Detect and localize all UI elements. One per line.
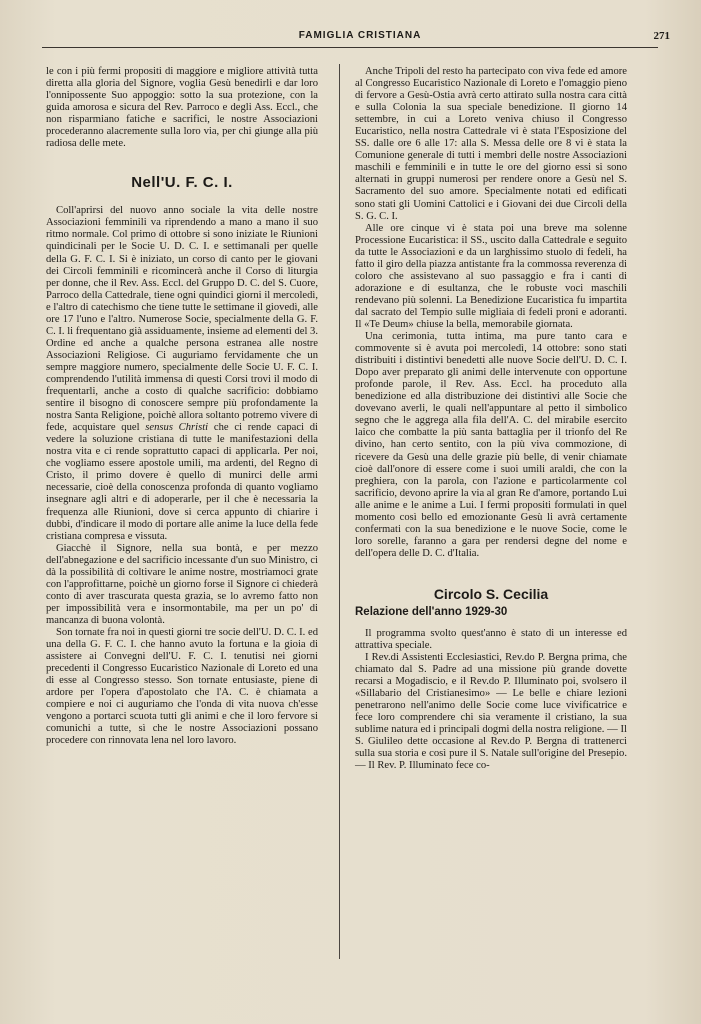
- latin-phrase: sensus Christi: [145, 422, 209, 434]
- running-head: FAMIGLIA CRISTIANA: [298, 30, 422, 41]
- left-paragraph-1: le con i più fermi propositi di maggiore e migliore attività tutta diretta alla gloria del Signore, voglia Gesù benedirli e dar loro l'onnipossente Suo appoggio: sotto la sua protezione, con la guida amorosa e sicura del Rev. Parroco e degli Ass. Eccl., che non risparmiano fatiche e sacrifici, le nostre Associazioni procederanno alacremente sulla loro via, per chi giunge alla più radiosa delle mete.: [46, 66, 318, 150]
- right-paragraph-4: Il programma svolto quest'anno è stato di un interesse ed attrattiva speciale.: [355, 627, 627, 651]
- right-column: [355, 66, 627, 772]
- right-paragraph-5: I Rev.di Assistenti Ecclesiastici, Rev.do P. Bergna prima, che chiamato dal S. Padre ad una missione più grande dovette recarsi a Mogadiscio, e il Rev.do P. Illuminato poi, svolsero il «Sillabario del Cristianesimo» — Le belle e chiare lezioni penetrarono nell'animo delle Socie come luce vivificatrice e fece loro comprendere chi sia veramente il cristiano, la sua sublime natura ed i principali dogmi della nostra religione. — Il S. Giulileo dette occasione al Rev.do P. Bergna di trattenerci sulla sua storia e così pure il S. Natale sull'origine del Presepio. — Il Rev. P. Illuminato fece co-: [355, 652, 627, 772]
- left-paragraph-2-text-b: che ci rende capaci di vedere la soluzione cristiana di tutte le manifestazioni della nostra vita e ci rende soprattutto capaci di applicarla. Per noi, che vogliamo essere apostole umili, ma ardenti, del Regno di Cristo, il primo dovere è quello di munirci delle armi necessarie, cioè della conoscenza profonda di quanto vogliamo insegnare agli altri e di adoperarle, per il che è necessaria la frequenza alle Riunioni, dove si cerca appunto di chiarire i dubbi, d'indicare il modo di portare alle anime la luce della fede cristiana compresa e vissuta.: [46, 422, 318, 542]
- section-subheading-relazione: Relazione dell'anno 1929-30: [355, 605, 508, 618]
- page-number: 271: [653, 30, 670, 42]
- right-paragraph-3: Una cerimonia, tutta intima, ma pure tanto cara e commovente si è avuta poi mercoledì, 14 ottobre: sono stati distribuiti i distintivi benedetti alle nuove Socie dell'U. D. C. I. Dopo aver preparato gli animi delle intervenute con opportune profonde parole, il Rev. Ass. Eccl. ha proceduto alla benedizione ed alla distribuzione dei distintivi alle Socie che dovevano averli, le quali nell'appuntare al petto il simbolico segno che le aggrega alla fila dell'A. C. del mirabile esercito laico che combatte la più santa battaglia per il trionfo del Re divino, han certo sentito, con la più viva commozione, di ricevere da Gesù una delle grazie più belle, di venir chiamate cioè dall'onore di essere come i suoi umili araldi, che con la preghiera, con la parola, con l'azione e particolarmente col sacrificio, devono aprire la via al gran Re d'amore, portando Lui alle anime e le anime a Lui. I fermi propositi formulati in quel momento così bello ed emozionante Gesù li avrà certamente confermati con la sua benedizione e le nuove Socie, come le loro sorelle, faranno a gara per rendersi degne del nome e dell'opera delle D. C. d'Italia.: [355, 331, 627, 559]
- section-heading-circolo: Circolo S. Cecilia: [433, 585, 549, 602]
- column-divider: [339, 64, 340, 959]
- right-paragraph-2: Alle ore cinque vi è stata poi una breve ma solenne Processione Eucaristica: il SS., uscito dalla Cattedrale e seguito da tutte le Associazioni e da un larghissimo stuolo di fedeli, ha fatto il giro della piazza antistante fra la commossa reverenza di coloro che assistevano al suo passaggio e fra i canti di adorazione e di esultanza, che le robuste voci maschili rendevano più solenni. La Benedizione Eucaristica fu impartita dal sacrato del Tempio sulle migliaia di fedeli proni e adoranti. Il «Te Deum» chiuse la bella, memorabile giornata.: [355, 222, 627, 330]
- left-paragraph-3: Giacchè il Signore, nella sua bontà, e per mezzo dell'abnegazione e del sacrificio incessante d'un suo Ministro, ci dà la possibilità di coltivare le anime nostre, mostriamoci grate con l'approfittarne, poichè un giorno forse il Signore ci chiederà conto di aver trascurata questa grazia, se lo avremo fatto non per impossibilità vera e insormontabile, ma per un po' di mancanza di buona volontà.: [46, 542, 318, 626]
- section-heading-ufci: Nell'U. F. C. I.: [131, 174, 233, 192]
- right-paragraph-1: Anche Tripoli del resto ha partecipato con viva fede ed amore al Congresso Eucaristico Nazionale di Loreto e l'omaggio pieno di fervore a Gesù-Ostia avrà certo attirato sulla nostra cara città e sulla Colonia la sua speciale benedizione. Il giorno 14 settembre, in cui a Loreto veniva chiuso il Congresso Eucaristico, nella nostra Cattedrale vi è stata l'Esposizione del SS. dalle ore 6 alle 17: alla S. Messa delle ore 8 vi è stata la Comunione generale di tutti i membri delle nostre Associazioni maschili e femminili e in tutte le ore del giorno essi si sono alternati in gruppi numerosi per rendere onore a Gesù nel S. Sacramento del suo amore. Specialmente notati ed edificati sono stati gli Uomini Cattolici e i Giovani dei due Circoli della S. G. C. I.: [355, 66, 627, 222]
- left-paragraph-4: Son tornate fra noi in questi giorni tre socie dell'U. D. C. I. ed una della G. F. C. I. che hanno avuto la fortuna e la gioia di assistere ai Convegni dell'U. F. C. I. tenutisi nei giorni precedenti il Congresso Eucaristico Nazionale di Loreto ed una di esse al Congresso stesso. Son tornate entusiaste, piene di ardore per l'opera d'apostolato che l'A. C. è chiamata a compiere e noi ci auguriamo che l'onda di vita nuova ch'esse vengono a portarci scuota tutti gli animi e che il loro fervore si comunichi a tutte, sì che le nostre Associazioni possano procedere con rinnovata lena nel loro lavoro.: [46, 626, 318, 747]
- header-rule: [42, 47, 658, 48]
- left-column: [46, 66, 318, 747]
- left-paragraph-2: [46, 205, 318, 542]
- page-header: [40, 30, 680, 46]
- left-paragraph-2-text-a: Coll'aprirsi del nuovo anno sociale la vita delle nostre Associazioni femminili va riprendendo a mano a mano il suo ritmo normale. Col primo di ottobre si sono iniziate le Riunioni quindicinali per le Socie U. D. C. I. e settimanali per quelle della G. F. C. I. Si è iniziato, un corso di canto per le giovani dei Circoli femminili e ricomincerà anche il Corso di liturgia per donne, che il Rev. Ass. Eccl. del Gruppo D. C. del S. Cuore, Parroco della Cattedrale, tiene ogni quindici giorni il mercoledì, e l'altro di catechismo che tiene tutte le settimane il giovedì, alle ore 17 l'uno e l'altro. Numerose Socie, specialmente della G. F. C. I. li frequentano già assiduamente, insieme ad elementi del 3. Ordine ed anche a qualche persona estranea alle nostre Associazioni Religiose. Ci auguriamo fervidamente che un sempre maggiore numero, specialmente delle Socie U. F. C. I. comprendendo l'utilità immensa di questi Corsi trovi il modo di frequentarli, anche a costo di qualche sacrificio: dobbiamo sentire il bisogno di conoscere sempre più profondamente la nostra Santa Religione, poichè allora soltanto potremo vivere di fede, acquistare quel: [46, 205, 318, 434]
